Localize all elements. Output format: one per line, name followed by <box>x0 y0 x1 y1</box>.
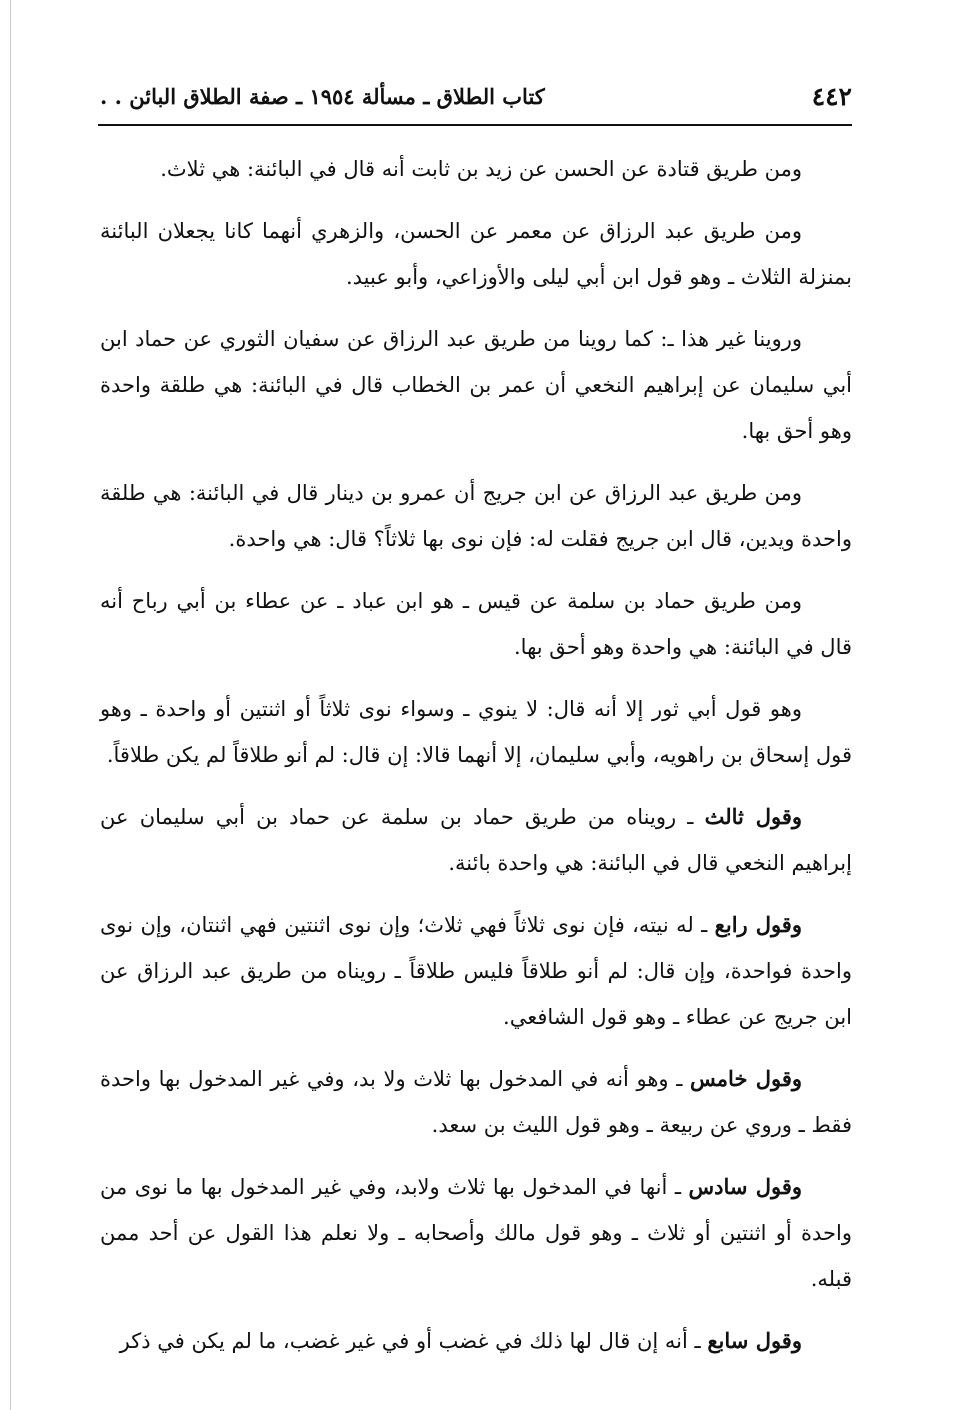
page-edge-line <box>10 0 11 1410</box>
body-text <box>100 146 852 1380</box>
paragraph-text: ومن طريق قتادة عن الحسن عن زيد بن ثابت أنه قال في البائنة: هي ثلاث. <box>160 157 802 181</box>
paragraph-text: ومن طريق عبد الرزاق عن معمر عن الحسن، والزهري أنهما كانا يجعلان البائنة بمنزلة الثلاث ـ وهو قول ابن أبي ليلى والأوزاعي، وأبو عبيد. <box>100 219 852 289</box>
paragraph-lead: وقول خامس <box>690 1066 802 1091</box>
paragraph-text: ـ رويناه من طريق حماد بن سلمة عن حماد بن أبي سليمان عن إبراهيم النخعي قال في البائنة: هي واحدة بائنة. <box>100 805 852 875</box>
paragraph-text: ـ أنها في المدخول بها ثلاث ولابد، وفي غير المدخول بها ما نوى من واحدة أو اثنتين أو ثلاث ـ وهو قول مالك وأصحابه ـ ولا نعلم هذا القول عن أحد ممن قبله. <box>100 1175 852 1291</box>
paragraph <box>100 686 852 778</box>
paragraph-lead: وقول رابع <box>714 912 802 937</box>
paragraph-text: ـ أنه إن قال لها ذلك في غضب أو في غير غضب، ما لم يكن في ذكر <box>119 1329 708 1353</box>
paragraph <box>100 316 852 454</box>
paragraph-lead: وقول سادس <box>688 1174 803 1199</box>
paragraph-text: وهو قول أبي ثور إلا أنه قال: لا ينوي ـ وسواء نوى ثلاثاً أو اثنتين أو واحدة ـ وهو قول إسحاق بن راهويه، وأبي سليمان، إلا أنهما قالا: إن قال: لم أنو طلاقاً لم يكن طلاقاً. <box>100 697 852 767</box>
paragraph-lead: وقول سابع <box>707 1328 802 1353</box>
header-rule <box>98 124 852 126</box>
paragraph-lead: وقول ثالث <box>704 804 803 829</box>
page-number: ٤٤٢ <box>811 82 852 111</box>
paragraph-text: ـ وهو أنه في المدخول بها ثلاث ولا بد، وفي غير المدخول بها واحدة فقط ـ وروي عن ربيعة ـ وهو قول الليث بن سعد. <box>100 1067 852 1137</box>
paragraph <box>100 1164 852 1302</box>
paragraph-text: ـ له نيته، فإن نوى ثلاثاً فهي ثلاث؛ وإن نوى اثنتين فهي اثنتان، وإن نوى واحدة فواحدة، وإن قال: لم أنو طلاقاً فليس طلاقاً ـ رويناه من طريق عبد الرزاق عن ابن جريج عن عطاء ـ وهو قول الشافعي. <box>100 913 852 1029</box>
paragraph <box>100 794 852 886</box>
paragraph <box>100 470 852 562</box>
paragraph-text: ومن طريق عبد الرزاق عن ابن جريج أن عمرو بن دينار قال في البائنة: هي طلقة واحدة ويدين، قال ابن جريج فقلت له: فإن نوى بها ثلاثاً؟ قال: هي واحدة. <box>100 481 852 551</box>
running-title: كتاب الطلاق ـ مسألة ١٩٥٤ ـ صفة الطلاق البائن . . <box>100 84 545 109</box>
paragraph <box>100 1056 852 1148</box>
paragraph <box>100 1318 852 1364</box>
paragraph-text: ومن طريق حماد بن سلمة عن قيس ـ هو ابن عباد ـ عن عطاء بن أبي رباح أنه قال في البائنة: هي واحدة وهو أحق بها. <box>100 589 852 659</box>
paragraph <box>100 578 852 670</box>
paragraph <box>100 146 852 192</box>
paragraph-text: وروينا غير هذا ـ: كما روينا من طريق عبد الرزاق عن سفيان الثوري عن حماد ابن أبي سليمان عن إبراهيم النخعي أن عمر بن الخطاب قال في البائنة: هي طلقة واحدة وهو أحق بها. <box>100 327 852 443</box>
page-header <box>100 78 852 118</box>
paragraph <box>100 208 852 300</box>
paragraph <box>100 902 852 1040</box>
